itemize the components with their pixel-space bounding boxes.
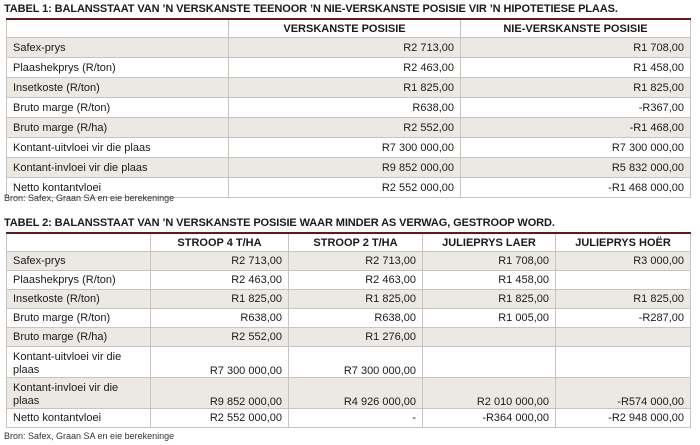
table1-source: Bron: Safex, Graan SA en eie berekeninge (4, 193, 175, 203)
row-label: Plaashekprys (R/ton) (7, 271, 151, 290)
row-label: Insetkoste (R/ton) (7, 290, 151, 309)
cell-value (556, 328, 691, 347)
table-row (7, 328, 691, 347)
cell-value: R1 825,00 (556, 290, 691, 309)
row-label: Insetkoste (R/ton) (7, 78, 229, 98)
table-row (7, 58, 691, 78)
cell-value: R1 458,00 (423, 271, 556, 290)
table1-header-blank (7, 19, 229, 38)
cell-value: R1 825,00 (229, 78, 461, 98)
cell-value: R4 926 000,00 (289, 378, 423, 409)
row-label: Kontant-uitvloei vir die plaas (7, 138, 229, 158)
cell-value: R1 825,00 (461, 78, 691, 98)
table1-header-unhedged: NIE-VERSKANSTE POSISIE (461, 19, 691, 38)
table-row (7, 378, 691, 409)
row-label: Bruto marge (R/ha) (7, 328, 151, 347)
cell-value: R2 713,00 (151, 252, 289, 271)
table2-header-julie-hoer: JULIEPRYS HOËR (556, 233, 691, 252)
table1-title: TABEL 1: BALANSSTAAT VAN ’N VERSKANSTE TEENOOR ’N NIE-VERSKANSTE POSISIE VIR ’N HIPOTETIESE PLAAS. (4, 3, 618, 15)
cell-value: R7 300 000,00 (229, 138, 461, 158)
row-label: Bruto marge (R/ton) (7, 98, 229, 118)
table-row (7, 347, 691, 378)
cell-value: R2 010 000,00 (423, 378, 556, 409)
cell-value: R9 852 000,00 (229, 158, 461, 178)
cell-value: R1 005,00 (423, 309, 556, 328)
row-label: Kontant-uitvloei vir die plaas (7, 347, 151, 378)
cell-value: R2 463,00 (151, 271, 289, 290)
table-row (7, 78, 691, 98)
row-label: Safex-prys (7, 38, 229, 58)
table-row (7, 290, 691, 309)
row-label: Safex-prys (7, 252, 151, 271)
cell-value: R1 458,00 (461, 58, 691, 78)
table2-header-stroop4: STROOP 4 T/HA (151, 233, 289, 252)
table-row (7, 38, 691, 58)
cell-value: R2 552,00 (229, 118, 461, 138)
row-label: Bruto marge (R/ha) (7, 118, 229, 138)
cell-value: R1 825,00 (423, 290, 556, 309)
cell-value: R1 708,00 (461, 38, 691, 58)
row-label: Netto kontantvloei (7, 409, 151, 428)
cell-value: R1 825,00 (151, 290, 289, 309)
cell-value: R1 708,00 (423, 252, 556, 271)
table-row (7, 118, 691, 138)
cell-value: -R367,00 (461, 98, 691, 118)
cell-value: R2 713,00 (229, 38, 461, 58)
cell-value: -R2 948 000,00 (556, 409, 691, 428)
cell-value: R3 000,00 (556, 252, 691, 271)
cell-value: R2 552 000,00 (151, 409, 289, 428)
cell-value: R1 276,00 (289, 328, 423, 347)
cell-value: R9 852 000,00 (151, 378, 289, 409)
table2 (6, 232, 691, 428)
table-row (7, 271, 691, 290)
table1-header-row (7, 19, 691, 38)
table-row (7, 309, 691, 328)
table2-title: TABEL 2: BALANSSTAAT VAN ’N VERSKANSTE POSISIE WAAR MINDER AS VERWAG, GESTROOP WORD. (4, 217, 555, 229)
cell-value: R2 552,00 (151, 328, 289, 347)
cell-value: R7 300 000,00 (461, 138, 691, 158)
table2-source: Bron: Safex, Graan SA en eie berekeninge (4, 431, 175, 441)
table2-header-julie-laer: JULIEPRYS LAER (423, 233, 556, 252)
cell-value: R7 300 000,00 (151, 347, 289, 378)
table2-header-stroop2: STROOP 2 T/HA (289, 233, 423, 252)
table2-header-row (7, 233, 691, 252)
cell-value: R638,00 (229, 98, 461, 118)
cell-value: - (289, 409, 423, 428)
cell-value: R2 552 000,00 (229, 178, 461, 198)
cell-value: R638,00 (151, 309, 289, 328)
cell-value: R638,00 (289, 309, 423, 328)
cell-value (423, 328, 556, 347)
cell-value (423, 347, 556, 378)
cell-value (556, 271, 691, 290)
cell-value: R2 713,00 (289, 252, 423, 271)
cell-value: R2 463,00 (289, 271, 423, 290)
row-label: Plaashekprys (R/ton) (7, 58, 229, 78)
table-row (7, 98, 691, 118)
row-label: Kontant-invloei vir die plaas (7, 378, 151, 409)
table1 (6, 18, 691, 198)
cell-value: -R287,00 (556, 309, 691, 328)
row-label: Bruto marge (R/ton) (7, 309, 151, 328)
table-row (7, 409, 691, 428)
row-label: Netto kontantvloei (7, 178, 229, 198)
table-row (7, 158, 691, 178)
cell-value: -R1 468 000,00 (461, 178, 691, 198)
cell-value: -R364 000,00 (423, 409, 556, 428)
cell-value: R5 832 000,00 (461, 158, 691, 178)
table2-header-blank (7, 233, 151, 252)
cell-value: R7 300 000,00 (289, 347, 423, 378)
cell-value (556, 347, 691, 378)
cell-value: -R1 468,00 (461, 118, 691, 138)
cell-value: R2 463,00 (229, 58, 461, 78)
row-label: Kontant-invloei vir die plaas (7, 158, 229, 178)
table1-header-hedged: VERSKANSTE POSISIE (229, 19, 461, 38)
table-row (7, 252, 691, 271)
cell-value: R1 825,00 (289, 290, 423, 309)
table-row (7, 138, 691, 158)
cell-value: -R574 000,00 (556, 378, 691, 409)
